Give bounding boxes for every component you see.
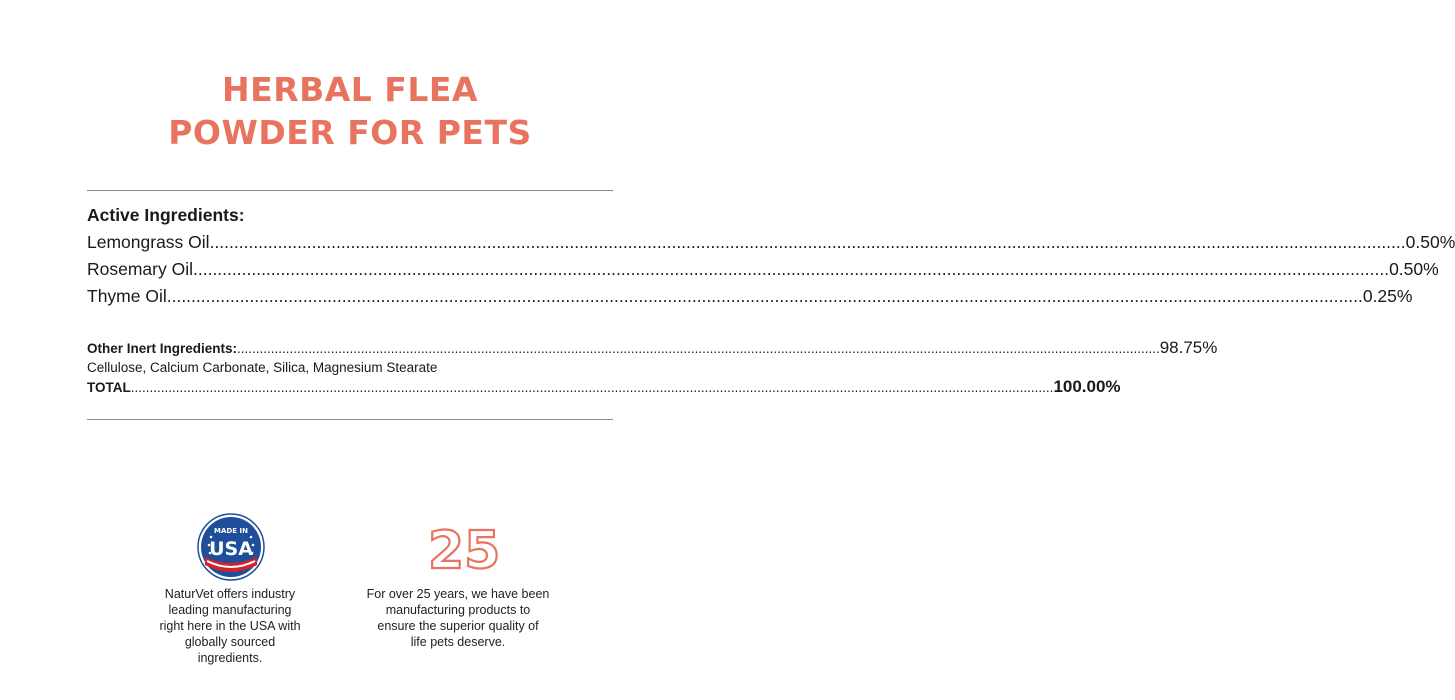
top-divider <box>87 190 613 191</box>
dot-leader <box>167 286 1363 307</box>
ingredient-row <box>87 232 1455 253</box>
dot-leader <box>193 259 1389 280</box>
inert-ingredients-list: Cellulose, Calcium Carbonate, Silica, Magnesium Stearate <box>87 360 438 375</box>
active-ingredients-heading: Active Ingredients: <box>87 205 245 225</box>
ingredient-name: Rosemary Oil <box>87 259 193 279</box>
caption-line: For over 25 years, we have been <box>366 587 550 601</box>
badge-main-text: USA <box>209 538 253 560</box>
ingredient-name: Thyme Oil <box>87 286 167 306</box>
badge-top-text: MADE IN <box>214 527 248 535</box>
caption-line: ingredients. <box>197 651 263 665</box>
years-caption <box>343 586 573 650</box>
bottom-divider <box>87 419 613 420</box>
ingredient-row <box>87 259 1439 280</box>
total-row <box>87 377 1121 397</box>
dot-leader <box>131 380 1054 395</box>
ingredient-name: Lemongrass Oil <box>87 232 210 252</box>
ingredient-value: 0.50% <box>1405 232 1455 252</box>
total-value: 100.00% <box>1053 377 1121 396</box>
made-in-usa-badge-icon <box>197 513 265 581</box>
ingredient-value: 0.50% <box>1389 259 1439 279</box>
caption-line: NaturVet offers industry <box>164 587 296 601</box>
product-title <box>0 68 700 154</box>
total-label: TOTAL <box>87 380 131 395</box>
25-years-badge-icon <box>424 512 501 581</box>
dot-leader <box>237 341 1160 356</box>
caption-line: right here in the USA with <box>159 619 301 633</box>
caption-line: leading manufacturing <box>168 603 292 617</box>
ingredient-row <box>87 286 1413 307</box>
inert-ingredients-row <box>87 338 1218 358</box>
caption-line: life pets deserve. <box>410 635 506 649</box>
dot-leader <box>210 232 1406 253</box>
title-line-1: HERBAL FLEA <box>222 70 478 109</box>
inert-label: Other Inert Ingredients: <box>87 341 238 356</box>
ingredient-value: 0.25% <box>1362 286 1413 306</box>
caption-line: manufacturing products to <box>385 603 531 617</box>
usa-caption <box>130 586 330 666</box>
inert-value: 98.75% <box>1159 338 1218 357</box>
caption-line: ensure the superior quality of <box>377 619 539 633</box>
caption-line: globally sourced <box>184 635 276 649</box>
title-line-2: POWDER FOR PETS <box>168 113 532 152</box>
years-number: 25 <box>428 521 501 581</box>
